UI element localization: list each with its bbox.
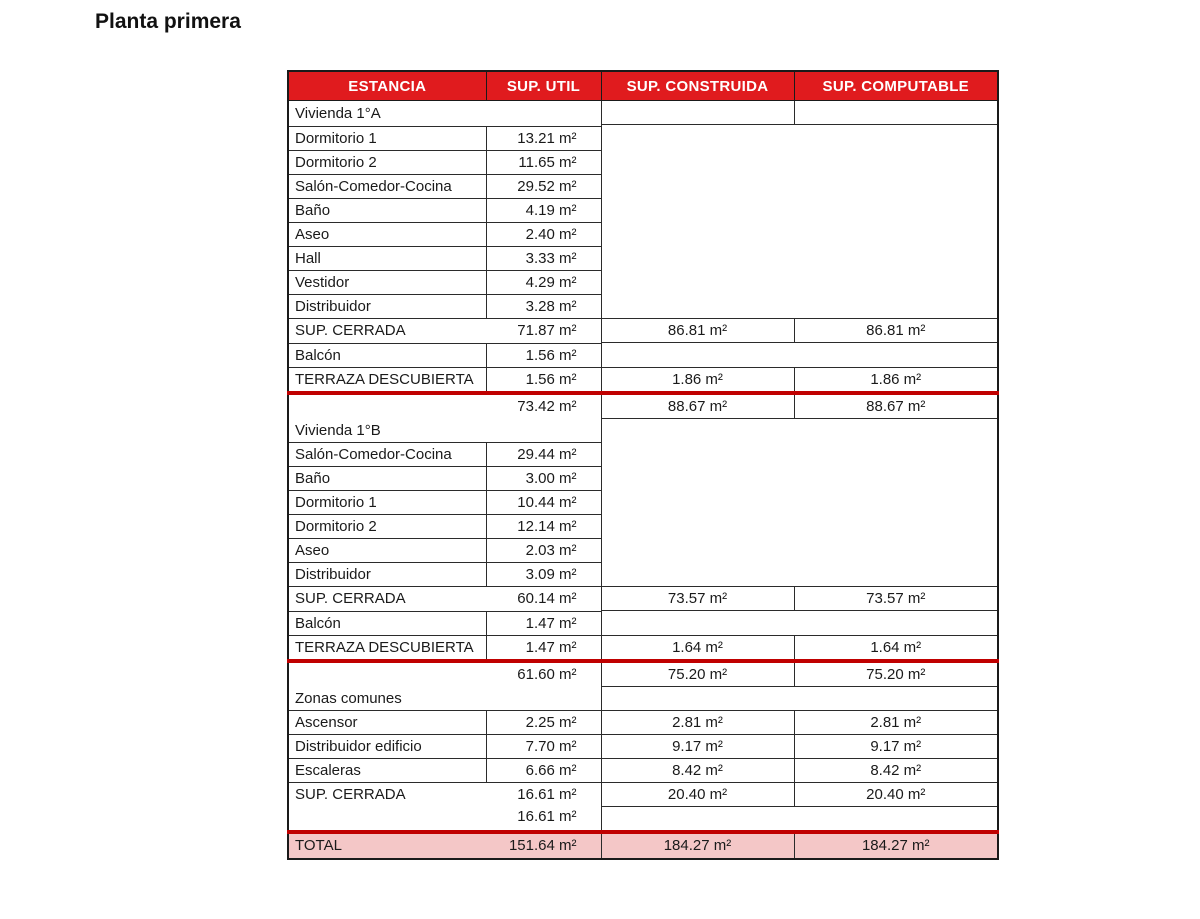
sup-cerrada-label: SUP. CERRADA bbox=[295, 322, 406, 339]
cell-room-name: Dormitorio 1 bbox=[288, 127, 486, 151]
subtotal-util: 61.60 m² bbox=[517, 666, 577, 683]
cell-room-name: Dormitorio 2 bbox=[288, 151, 486, 175]
total-row bbox=[288, 832, 998, 859]
cell-sup-construida: 2.81 m² bbox=[601, 711, 794, 735]
total-util: 151.64 m² bbox=[508, 837, 577, 854]
cell-room-name: Ascensor bbox=[288, 711, 486, 735]
cell-sup-util: 1.56 m² bbox=[486, 344, 601, 368]
cell-sup-util: 10.44 m² bbox=[486, 491, 601, 515]
table-row bbox=[288, 636, 998, 662]
cell-sup-computable: 86.81 m² bbox=[794, 319, 998, 343]
cell-merged-blank bbox=[601, 611, 998, 636]
cell-room-name: Aseo bbox=[288, 223, 486, 247]
cell-empty bbox=[601, 101, 794, 125]
cell-sup-util: 1.47 m² bbox=[486, 612, 601, 636]
cell-sup-computable: 1.86 m² bbox=[794, 368, 998, 394]
cell-room-name: Distribuidor edificio bbox=[288, 735, 486, 759]
header-row bbox=[288, 71, 998, 101]
cell-sup-util: 2.40 m² bbox=[486, 223, 601, 247]
cell-room-name: Vestidor bbox=[288, 271, 486, 295]
total-label: TOTAL bbox=[295, 837, 342, 854]
sup-cerrada-util: 60.14 m² bbox=[517, 590, 577, 607]
cell-room-name: Distribuidor bbox=[288, 563, 486, 587]
table-row bbox=[288, 661, 998, 687]
sup-cerrada-label: SUP. CERRADA bbox=[295, 786, 406, 803]
cell-subtotal-construida: 88.67 m² bbox=[601, 393, 794, 419]
subtotal-util: 16.61 m² bbox=[517, 808, 577, 825]
table-row bbox=[288, 393, 998, 419]
cell-sup-util: 3.09 m² bbox=[486, 563, 601, 587]
cell-total bbox=[288, 832, 601, 859]
header-sup-construida: SUP. CONSTRUIDA bbox=[601, 71, 794, 101]
cell-sup-util: 1.47 m² bbox=[486, 636, 601, 662]
subtotal-util: 73.42 m² bbox=[517, 398, 577, 415]
cell-sup-util: 6.66 m² bbox=[486, 759, 601, 783]
cell-merged-blank bbox=[601, 343, 998, 368]
section-label-vivienda-a: Vivienda 1°A bbox=[288, 101, 601, 127]
table-row bbox=[288, 101, 998, 125]
cell-sup-construida: 8.42 m² bbox=[601, 759, 794, 783]
sup-cerrada-util: 16.61 m² bbox=[517, 786, 577, 803]
header-sup-util: SUP. UTIL bbox=[486, 71, 601, 101]
cell-sup-construida: 73.57 m² bbox=[601, 587, 794, 611]
cell-sup-construida: 1.64 m² bbox=[601, 636, 794, 662]
cell-room-name: Distribuidor bbox=[288, 295, 486, 319]
table-row bbox=[288, 783, 998, 807]
cell-subtotal-and-section bbox=[288, 661, 601, 711]
cell-room-name: Balcón bbox=[288, 344, 486, 368]
cell-subtotal-computable: 75.20 m² bbox=[794, 661, 998, 687]
cell-room-name: Dormitorio 1 bbox=[288, 491, 486, 515]
cell-room-name: Baño bbox=[288, 467, 486, 491]
cell-room-name: Hall bbox=[288, 247, 486, 271]
cell-room-name: Baño bbox=[288, 199, 486, 223]
cell-sup-construida: 20.40 m² bbox=[601, 783, 794, 807]
cell-empty bbox=[794, 101, 998, 125]
header-sup-computable: SUP. COMPUTABLE bbox=[794, 71, 998, 101]
cell-sup-util: 12.14 m² bbox=[486, 515, 601, 539]
table-row bbox=[288, 735, 998, 759]
sup-cerrada-util: 71.87 m² bbox=[517, 322, 577, 339]
cell-subtotal-and-section bbox=[288, 393, 601, 443]
cell-sup-cerrada bbox=[288, 783, 601, 833]
cell-room-name: Dormitorio 2 bbox=[288, 515, 486, 539]
cell-subtotal-construida: 75.20 m² bbox=[601, 661, 794, 687]
sup-cerrada-label: SUP. CERRADA bbox=[295, 590, 406, 607]
cell-sup-computable: 8.42 m² bbox=[794, 759, 998, 783]
cell-sup-util: 2.25 m² bbox=[486, 711, 601, 735]
cell-total-computable: 184.27 m² bbox=[794, 832, 998, 859]
cell-sup-cerrada bbox=[288, 319, 601, 344]
page-title: Planta primera bbox=[95, 10, 241, 33]
table-row bbox=[288, 587, 998, 611]
table-row bbox=[288, 368, 998, 394]
cell-sup-cerrada bbox=[288, 587, 601, 612]
header-estancia: ESTANCIA bbox=[288, 71, 486, 101]
cell-room-name: Salón-Comedor-Cocina bbox=[288, 443, 486, 467]
section-label-vivienda-b: Vivienda 1°B bbox=[295, 422, 381, 439]
cell-sup-util: 29.44 m² bbox=[486, 443, 601, 467]
table-row bbox=[288, 711, 998, 735]
cell-merged-blank bbox=[601, 419, 998, 587]
areas-table bbox=[287, 70, 999, 860]
cell-sup-util: 13.21 m² bbox=[486, 127, 601, 151]
cell-room-name: Balcón bbox=[288, 612, 486, 636]
table-row bbox=[288, 319, 998, 343]
cell-sup-construida: 9.17 m² bbox=[601, 735, 794, 759]
table-row bbox=[288, 759, 998, 783]
cell-sup-util: 3.33 m² bbox=[486, 247, 601, 271]
cell-sup-util: 2.03 m² bbox=[486, 539, 601, 563]
cell-sup-util: 7.70 m² bbox=[486, 735, 601, 759]
cell-sup-util: 3.28 m² bbox=[486, 295, 601, 319]
cell-merged-blank bbox=[601, 687, 998, 711]
cell-sup-computable: 1.64 m² bbox=[794, 636, 998, 662]
cell-sup-computable: 73.57 m² bbox=[794, 587, 998, 611]
cell-sup-computable: 9.17 m² bbox=[794, 735, 998, 759]
cell-sup-construida: 1.86 m² bbox=[601, 368, 794, 394]
cell-sup-util: 4.29 m² bbox=[486, 271, 601, 295]
cell-merged-blank bbox=[601, 125, 998, 319]
cell-terraza-label: TERRAZA DESCUBIERTA bbox=[288, 368, 486, 394]
cell-room-name: Aseo bbox=[288, 539, 486, 563]
cell-sup-util: 11.65 m² bbox=[486, 151, 601, 175]
cell-sup-construida: 86.81 m² bbox=[601, 319, 794, 343]
cell-subtotal-computable: 88.67 m² bbox=[794, 393, 998, 419]
cell-sup-util: 1.56 m² bbox=[486, 368, 601, 394]
cell-sup-util: 4.19 m² bbox=[486, 199, 601, 223]
cell-room-name: Escaleras bbox=[288, 759, 486, 783]
cell-total-construida: 184.27 m² bbox=[601, 832, 794, 859]
section-label-zonas-comunes: Zonas comunes bbox=[295, 690, 402, 707]
cell-sup-util: 3.00 m² bbox=[486, 467, 601, 491]
cell-merged-blank bbox=[601, 807, 998, 833]
cell-room-name: Salón-Comedor-Cocina bbox=[288, 175, 486, 199]
cell-sup-util: 29.52 m² bbox=[486, 175, 601, 199]
cell-sup-computable: 2.81 m² bbox=[794, 711, 998, 735]
cell-sup-computable: 20.40 m² bbox=[794, 783, 998, 807]
cell-terraza-label: TERRAZA DESCUBIERTA bbox=[288, 636, 486, 662]
